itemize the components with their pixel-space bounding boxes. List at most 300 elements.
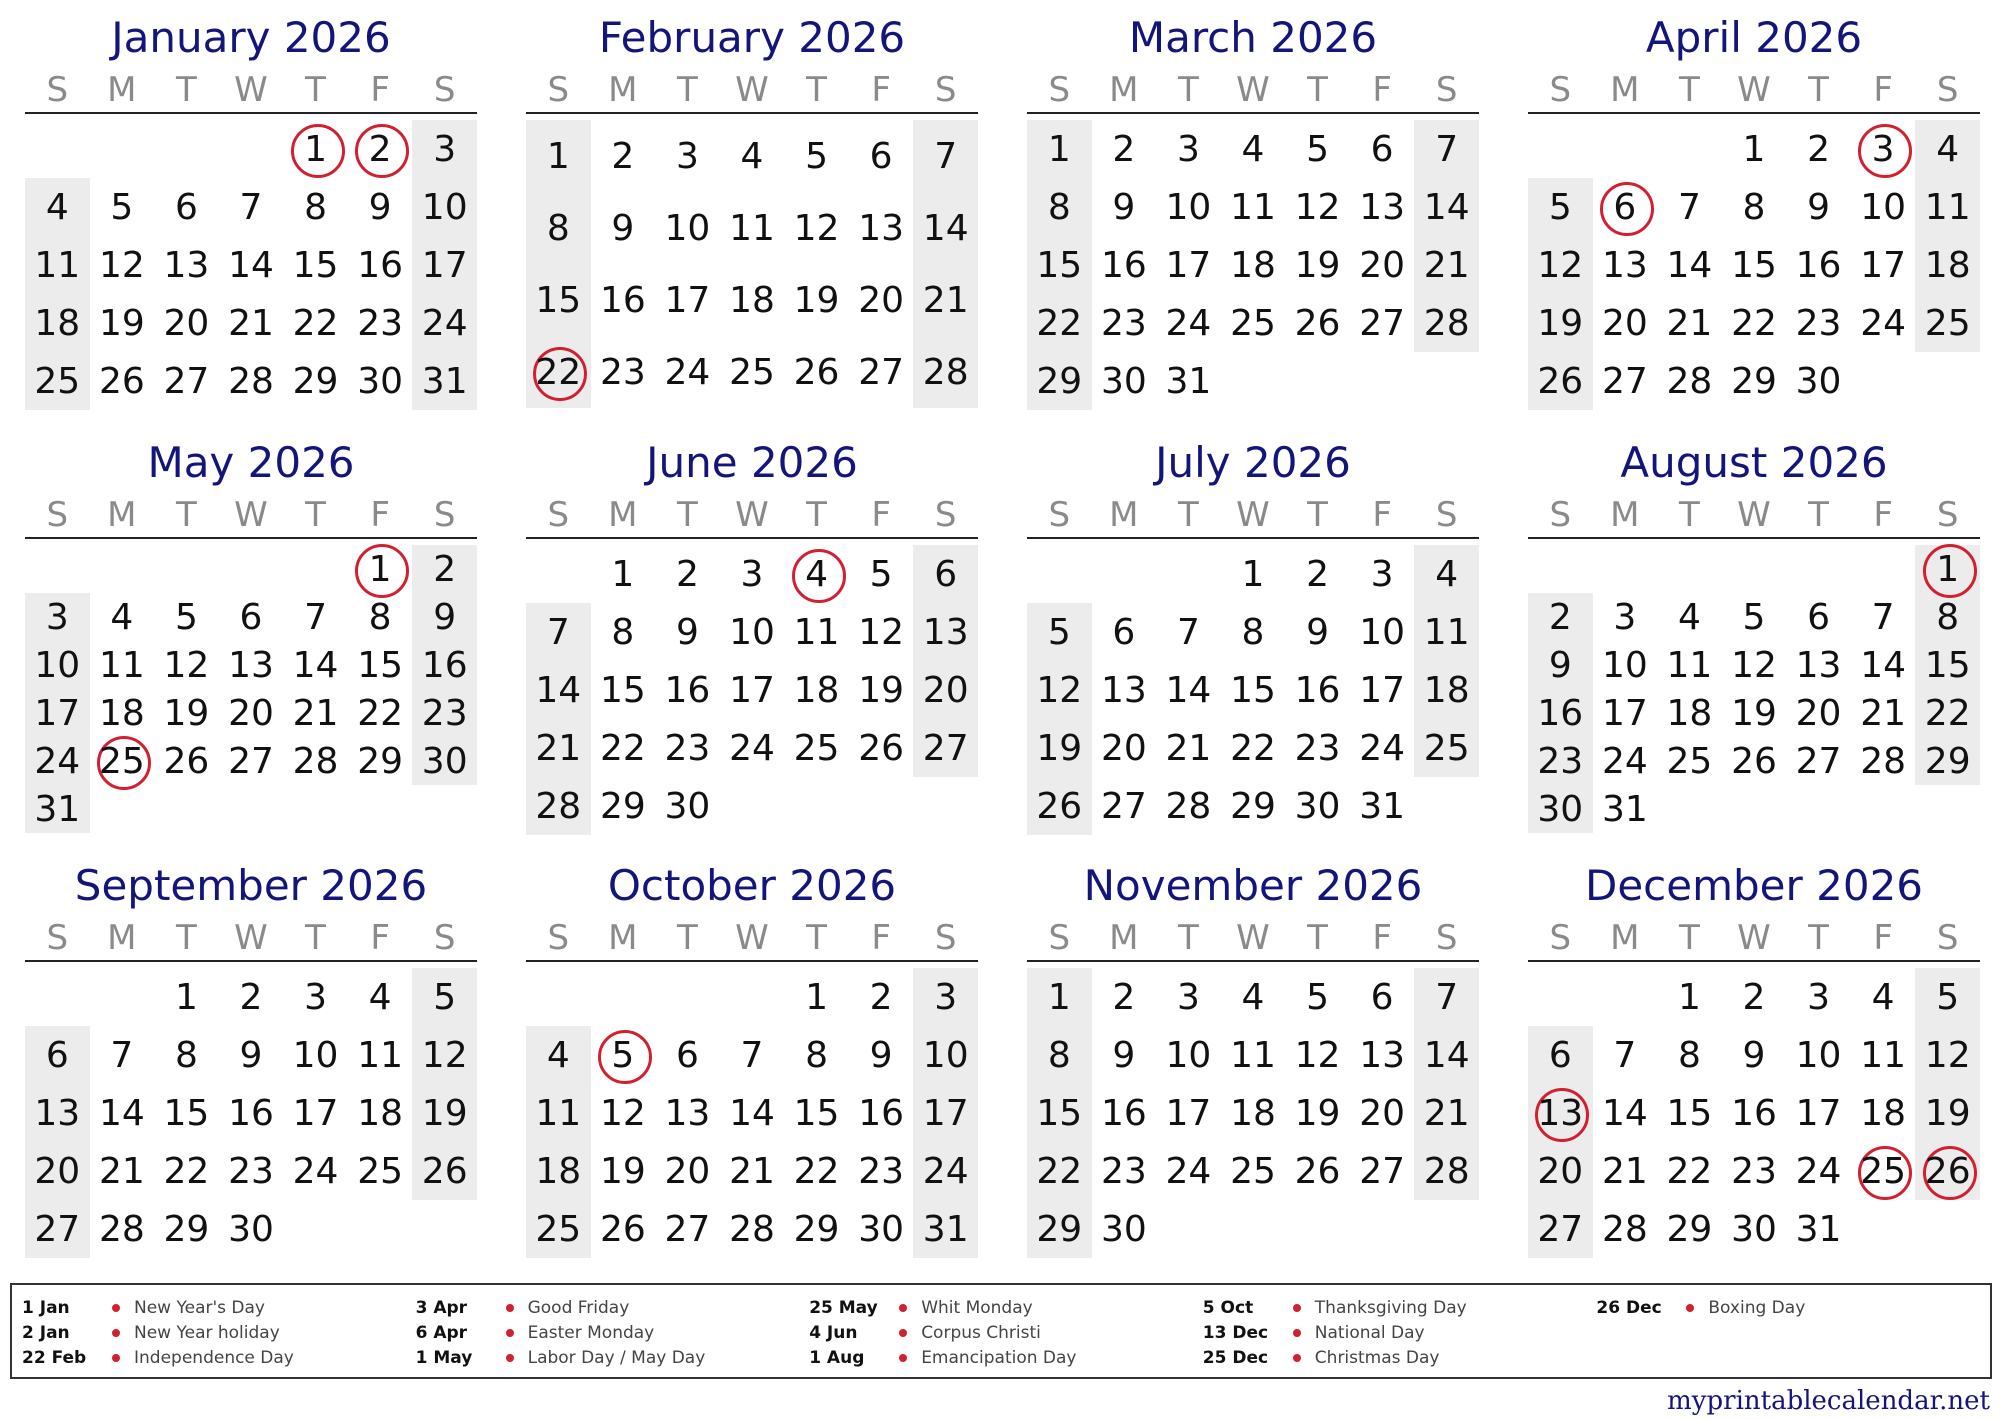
- weekday-label: M: [107, 918, 137, 958]
- day-number: 11: [1860, 1034, 1907, 1076]
- empty-cell: [1851, 545, 1916, 593]
- day-number: 15: [1036, 244, 1083, 286]
- day-number: 15: [1666, 1092, 1713, 1134]
- day-cell: [1414, 719, 1479, 777]
- day-number: 7: [1435, 128, 1459, 170]
- day-cell: [1851, 641, 1916, 689]
- weekday-label: S: [1048, 495, 1071, 535]
- holiday-name: Good Friday: [527, 1297, 630, 1318]
- month-block: [25, 435, 477, 833]
- day-cell: [25, 737, 90, 785]
- day-number: 1: [1241, 553, 1265, 595]
- day-cell: [25, 178, 90, 236]
- day-number: 2: [368, 128, 392, 170]
- weekday-label: M: [1610, 495, 1640, 535]
- day-cell: [849, 968, 914, 1026]
- day-cell: [1657, 641, 1722, 689]
- day-number: 21: [1601, 1150, 1648, 1192]
- day-cell: [720, 545, 785, 603]
- day-cell: [591, 1026, 656, 1084]
- day-number: 3: [740, 553, 764, 595]
- empty-cell: [283, 1200, 348, 1258]
- weekday-label: W: [1737, 70, 1771, 110]
- weekday-label: S: [1936, 918, 1959, 958]
- day-cell: [1851, 737, 1916, 785]
- day-cell: [1786, 689, 1851, 737]
- day-cell: [25, 352, 90, 410]
- day-number: 2: [1807, 128, 1831, 170]
- day-number: 1: [174, 976, 198, 1018]
- date-grid: [1027, 545, 1479, 835]
- day-cell: [1593, 737, 1658, 785]
- holiday-name: Labor Day / May Day: [527, 1347, 706, 1368]
- day-cell: [1593, 352, 1658, 410]
- day-number: 22: [292, 302, 339, 344]
- day-number: 10: [922, 1034, 969, 1076]
- day-number: 20: [1359, 244, 1406, 286]
- date-grid: [526, 545, 978, 835]
- day-number: 19: [599, 1150, 646, 1192]
- day-number: 29: [1230, 785, 1276, 827]
- weekday-label: M: [107, 70, 137, 110]
- day-number: 15: [1731, 244, 1777, 286]
- day-number: 9: [239, 1034, 263, 1076]
- legend-column: [809, 1295, 1203, 1377]
- day-cell: [849, 336, 914, 408]
- day-cell: [412, 689, 477, 737]
- day-number: 30: [1100, 1208, 1147, 1250]
- holiday-date: 25 May: [809, 1297, 878, 1318]
- legend-entry: [809, 1345, 1203, 1370]
- day-cell: [849, 192, 914, 264]
- holiday-date: 25 Dec: [1202, 1347, 1269, 1368]
- day-cell: [1221, 603, 1286, 661]
- day-number: 13: [1795, 644, 1842, 686]
- day-number: 6: [1112, 611, 1136, 653]
- day-cell: [1593, 641, 1658, 689]
- day-cell: [1092, 178, 1157, 236]
- empty-cell: [219, 120, 284, 178]
- day-cell: [591, 336, 656, 408]
- day-cell: [784, 603, 849, 661]
- day-number: 25: [1423, 727, 1470, 769]
- day-cell: [1414, 545, 1479, 603]
- day-number: 24: [1795, 1150, 1842, 1192]
- day-number: 1: [368, 548, 392, 590]
- legend-entry: [22, 1320, 416, 1345]
- day-cell: [154, 1142, 219, 1200]
- day-cell: [1528, 593, 1593, 641]
- day-cell: [412, 1084, 477, 1142]
- empty-cell: [1350, 352, 1415, 410]
- day-number: 21: [922, 279, 969, 321]
- day-cell: [1528, 236, 1593, 294]
- empty-cell: [526, 545, 591, 603]
- day-number: 12: [1924, 1034, 1971, 1076]
- day-number: 9: [1548, 644, 1572, 686]
- day-number: 13: [1359, 186, 1406, 228]
- day-number: 28: [1860, 740, 1907, 782]
- day-cell: [1027, 1084, 1092, 1142]
- day-cell: [1221, 1084, 1286, 1142]
- day-cell: [1657, 178, 1722, 236]
- day-number: 6: [174, 186, 198, 228]
- day-number: 2: [1548, 596, 1572, 638]
- day-number: 24: [1601, 740, 1648, 782]
- day-cell: [1593, 1084, 1658, 1142]
- day-cell: [1092, 120, 1157, 178]
- day-number: 2: [1112, 128, 1136, 170]
- day-number: 23: [664, 727, 711, 769]
- day-cell: [784, 120, 849, 192]
- day-number: 14: [1601, 1092, 1648, 1134]
- day-number: 27: [1537, 1208, 1584, 1250]
- empty-cell: [1915, 1200, 1980, 1258]
- day-cell: [1786, 120, 1851, 178]
- day-number: 4: [740, 135, 764, 177]
- day-cell: [1414, 294, 1479, 352]
- day-number: 5: [1548, 186, 1572, 228]
- day-number: 29: [1036, 360, 1083, 402]
- day-cell: [219, 1142, 284, 1200]
- day-cell: [1156, 236, 1221, 294]
- day-cell: [154, 593, 219, 641]
- day-cell: [90, 1200, 155, 1258]
- day-number: 5: [611, 1034, 635, 1076]
- day-cell: [913, 336, 978, 408]
- month-block: [1528, 858, 1980, 1258]
- weekday-label: S: [1936, 495, 1959, 535]
- day-number: 7: [934, 135, 958, 177]
- day-cell: [1915, 294, 1980, 352]
- empty-cell: [412, 1200, 477, 1258]
- empty-cell: [1285, 352, 1350, 410]
- day-number: 25: [535, 1208, 582, 1250]
- day-cell: [90, 1026, 155, 1084]
- legend-entry: [809, 1320, 1203, 1345]
- weekday-label: S: [1435, 495, 1458, 535]
- day-cell: [526, 719, 591, 777]
- day-number: 12: [1294, 1034, 1341, 1076]
- day-cell: [526, 777, 591, 835]
- day-cell: [655, 1142, 720, 1200]
- empty-cell: [90, 785, 155, 833]
- day-number: 11: [1423, 611, 1470, 653]
- date-grid: [1528, 120, 1980, 410]
- weekday-label: F: [370, 495, 390, 535]
- day-number: 10: [1860, 186, 1907, 228]
- day-cell: [1156, 1142, 1221, 1200]
- empty-cell: [913, 777, 978, 835]
- day-cell: [1350, 1142, 1415, 1200]
- day-number: 29: [793, 1208, 840, 1250]
- day-number: 7: [239, 186, 263, 228]
- date-grid: [526, 120, 978, 408]
- weekday-label: T: [806, 70, 827, 110]
- day-number: 14: [1165, 669, 1212, 711]
- day-number: 13: [922, 611, 969, 653]
- day-cell: [90, 737, 155, 785]
- day-number: 29: [357, 740, 404, 782]
- holiday-name: New Year's Day: [134, 1297, 265, 1318]
- day-cell: [219, 1200, 284, 1258]
- weekday-label: S: [1549, 918, 1572, 958]
- legend-entry: [1203, 1320, 1597, 1345]
- day-number: 12: [98, 244, 145, 286]
- day-cell: [720, 719, 785, 777]
- day-cell: [283, 641, 348, 689]
- day-cell: [849, 603, 914, 661]
- day-number: 3: [1807, 976, 1831, 1018]
- day-cell: [348, 1142, 413, 1200]
- weekday-label: W: [735, 495, 769, 535]
- day-number: 29: [1036, 1208, 1083, 1250]
- empty-cell: [1657, 545, 1722, 593]
- day-number: 26: [1294, 1150, 1341, 1192]
- month-title: January 2026: [111, 13, 391, 62]
- day-number: 17: [1601, 692, 1648, 734]
- day-number: 7: [304, 596, 328, 638]
- day-number: 17: [1359, 669, 1406, 711]
- day-cell: [348, 968, 413, 1026]
- day-cell: [283, 1084, 348, 1142]
- day-number: 25: [1230, 1150, 1276, 1192]
- day-cell: [913, 968, 978, 1026]
- day-number: 18: [1230, 244, 1276, 286]
- day-number: 9: [611, 207, 635, 249]
- day-number: 24: [1860, 302, 1907, 344]
- empty-cell: [1414, 352, 1479, 410]
- day-cell: [1593, 785, 1658, 833]
- day-number: 25: [1666, 740, 1713, 782]
- day-number: 7: [1871, 596, 1895, 638]
- day-number: 1: [304, 128, 328, 170]
- day-cell: [1350, 294, 1415, 352]
- day-cell: [412, 294, 477, 352]
- day-number: 27: [1795, 740, 1842, 782]
- bullet-dot-icon: [899, 1354, 907, 1362]
- day-cell: [1722, 968, 1787, 1026]
- holiday-name: Boxing Day: [1708, 1297, 1806, 1318]
- day-cell: [412, 545, 477, 593]
- day-cell: [1285, 120, 1350, 178]
- day-number: 15: [1036, 1092, 1083, 1134]
- weekday-label: W: [234, 70, 268, 110]
- bullet-dot-icon: [1686, 1304, 1694, 1312]
- day-cell: [25, 641, 90, 689]
- holiday-name: Corpus Christi: [921, 1322, 1041, 1343]
- day-number: 5: [1047, 611, 1071, 653]
- day-number: 20: [1537, 1150, 1584, 1192]
- day-number: 10: [729, 611, 775, 653]
- day-number: 17: [729, 669, 775, 711]
- day-number: 13: [228, 644, 274, 686]
- weekday-label: S: [1435, 70, 1458, 110]
- day-cell: [1092, 777, 1157, 835]
- day-cell: [1657, 737, 1722, 785]
- weekday-label: T: [1808, 918, 1829, 958]
- day-cell: [1350, 545, 1415, 603]
- day-number: 28: [1666, 360, 1713, 402]
- day-cell: [913, 1084, 978, 1142]
- day-cell: [25, 1084, 90, 1142]
- weekday-label: T: [1307, 495, 1328, 535]
- day-number: 16: [599, 279, 646, 321]
- day-cell: [655, 336, 720, 408]
- day-number: 21: [98, 1150, 145, 1192]
- day-cell: [219, 352, 284, 410]
- day-number: 6: [934, 553, 958, 595]
- day-number: 31: [1795, 1208, 1842, 1250]
- day-number: 14: [1666, 244, 1713, 286]
- weekday-header: [1528, 66, 1980, 114]
- day-cell: [591, 603, 656, 661]
- day-number: 1: [1677, 976, 1701, 1018]
- day-cell: [219, 737, 284, 785]
- day-cell: [1915, 545, 1980, 593]
- weekday-header: [526, 914, 978, 962]
- day-number: 15: [1924, 644, 1971, 686]
- empty-cell: [1786, 545, 1851, 593]
- day-cell: [1915, 178, 1980, 236]
- weekday-label: F: [871, 70, 891, 110]
- day-cell: [591, 545, 656, 603]
- day-cell: [348, 689, 413, 737]
- weekday-label: F: [1372, 495, 1392, 535]
- day-cell: [348, 737, 413, 785]
- day-number: 1: [1047, 128, 1071, 170]
- day-cell: [784, 264, 849, 336]
- day-cell: [90, 1142, 155, 1200]
- day-number: 23: [599, 351, 646, 393]
- weekday-label: S: [934, 918, 957, 958]
- day-cell: [1786, 1200, 1851, 1258]
- month-block: [1027, 435, 1479, 835]
- day-cell: [1092, 236, 1157, 294]
- empty-cell: [90, 120, 155, 178]
- day-number: 22: [1731, 302, 1777, 344]
- day-cell: [655, 192, 720, 264]
- day-number: 17: [1165, 1092, 1212, 1134]
- day-number: 31: [1165, 360, 1212, 402]
- day-number: 7: [110, 1034, 134, 1076]
- day-cell: [1786, 593, 1851, 641]
- day-number: 17: [922, 1092, 969, 1134]
- day-cell: [1285, 294, 1350, 352]
- day-cell: [154, 737, 219, 785]
- weekday-header: [526, 491, 978, 539]
- empty-cell: [1593, 120, 1658, 178]
- day-cell: [913, 1200, 978, 1258]
- day-cell: [1657, 1026, 1722, 1084]
- empty-cell: [1593, 545, 1658, 593]
- day-cell: [784, 336, 849, 408]
- day-number: 25: [98, 740, 145, 782]
- day-number: 16: [1100, 1092, 1147, 1134]
- day-number: 31: [1601, 788, 1648, 830]
- day-number: 11: [1230, 186, 1276, 228]
- day-cell: [1786, 236, 1851, 294]
- day-cell: [784, 1200, 849, 1258]
- day-number: 4: [368, 976, 392, 1018]
- day-number: 14: [1860, 644, 1907, 686]
- day-number: 18: [1924, 244, 1971, 286]
- day-cell: [849, 1200, 914, 1258]
- day-cell: [1156, 294, 1221, 352]
- empty-cell: [1528, 968, 1593, 1026]
- empty-cell: [25, 120, 90, 178]
- weekday-label: S: [547, 495, 570, 535]
- day-number: 8: [1677, 1034, 1701, 1076]
- legend-column: [416, 1295, 810, 1377]
- day-cell: [1722, 1142, 1787, 1200]
- day-number: 31: [1359, 785, 1406, 827]
- day-number: 4: [1435, 553, 1459, 595]
- day-number: 8: [1241, 611, 1265, 653]
- day-number: 25: [793, 727, 840, 769]
- day-cell: [1414, 968, 1479, 1026]
- day-cell: [1786, 178, 1851, 236]
- month-title: July 2026: [1155, 438, 1351, 487]
- day-number: 3: [45, 596, 69, 638]
- day-number: 29: [1666, 1208, 1713, 1250]
- day-cell: [1350, 1026, 1415, 1084]
- holiday-date: 26 Dec: [1596, 1297, 1662, 1318]
- day-number: 13: [34, 1092, 81, 1134]
- empty-cell: [154, 785, 219, 833]
- empty-cell: [412, 785, 477, 833]
- day-cell: [219, 689, 284, 737]
- weekday-label: S: [1048, 70, 1071, 110]
- day-cell: [348, 178, 413, 236]
- day-cell: [526, 336, 591, 408]
- day-cell: [283, 352, 348, 410]
- day-cell: [1722, 236, 1787, 294]
- day-number: 22: [599, 727, 646, 769]
- day-number: 8: [304, 186, 328, 228]
- day-number: 1: [1047, 976, 1071, 1018]
- day-number: 4: [1241, 128, 1265, 170]
- day-cell: [154, 1200, 219, 1258]
- day-number: 9: [1807, 186, 1831, 228]
- month-block: [526, 435, 978, 835]
- day-number: 2: [433, 548, 457, 590]
- day-number: 7: [740, 1034, 764, 1076]
- day-cell: [1786, 1084, 1851, 1142]
- day-cell: [1027, 178, 1092, 236]
- day-number: 14: [98, 1092, 145, 1134]
- legend-entry: [1596, 1295, 1990, 1320]
- day-cell: [1285, 968, 1350, 1026]
- day-cell: [1593, 1142, 1658, 1200]
- day-number: 8: [1936, 596, 1960, 638]
- day-number: 11: [1924, 186, 1971, 228]
- day-number: 5: [1306, 128, 1330, 170]
- legend-column: [22, 1295, 416, 1377]
- day-cell: [348, 352, 413, 410]
- day-cell: [720, 264, 785, 336]
- holiday-name: Thanksgiving Day: [1314, 1297, 1467, 1318]
- weekday-label: F: [1372, 918, 1392, 958]
- day-number: 18: [357, 1092, 404, 1134]
- day-number: 15: [357, 644, 404, 686]
- day-number: 20: [163, 302, 210, 344]
- day-cell: [1156, 719, 1221, 777]
- day-number: 25: [357, 1150, 404, 1192]
- bullet-dot-icon: [1293, 1329, 1301, 1337]
- legend-entry: [416, 1295, 810, 1320]
- day-number: 21: [1666, 302, 1713, 344]
